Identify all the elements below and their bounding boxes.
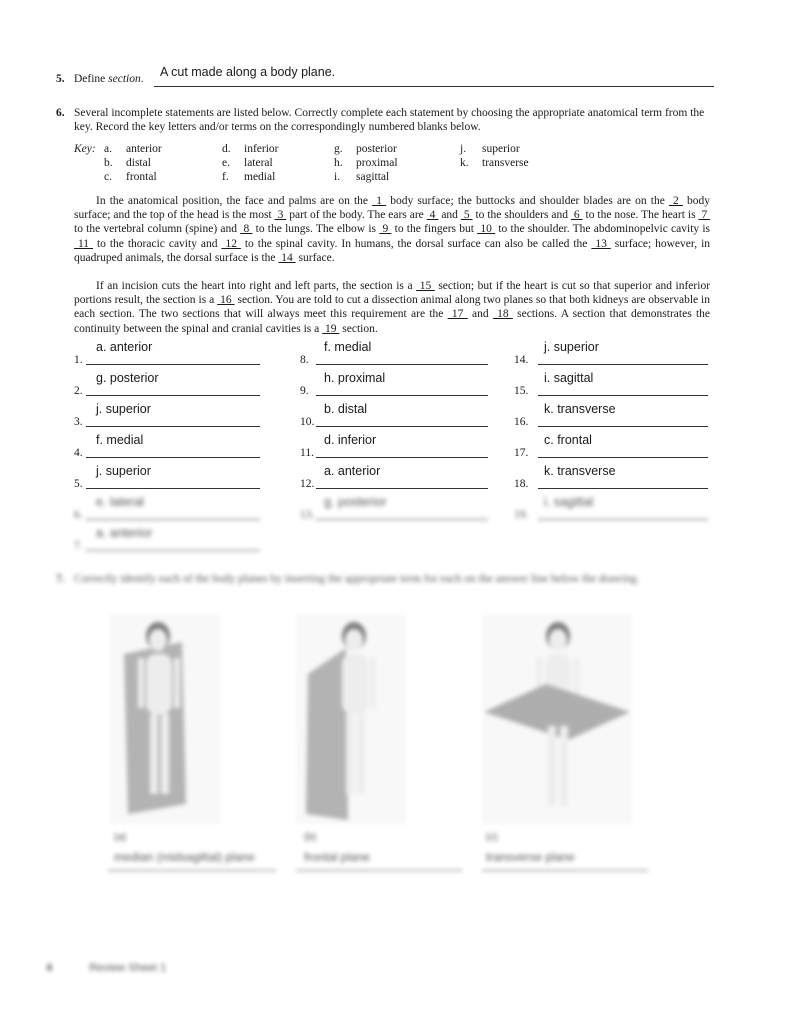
question-5-suffix: . (140, 73, 144, 85)
answer-row (514, 433, 708, 464)
answer-line (538, 457, 708, 458)
paragraph-text: sections. A section that demonstrates the continuity between the spinal and cranial cavities is a (74, 308, 711, 335)
answer-row (300, 371, 488, 402)
blank-number: 17 (447, 308, 468, 321)
figure-a-answer[interactable]: median (midsagittal) plane (114, 850, 255, 864)
left-leg (346, 714, 354, 794)
answer-number: 5. (74, 478, 83, 490)
answer-number: 10. (300, 416, 315, 428)
key-list (74, 142, 594, 186)
question-7-number: 7. (56, 573, 65, 585)
key-item: e. lateral (222, 157, 273, 169)
answer-value[interactable]: g. posterior (324, 495, 387, 509)
key-column-1 (104, 142, 162, 184)
answer-line (86, 550, 260, 551)
answer-row (300, 495, 488, 526)
blank-number: 1 (372, 195, 387, 207)
answer-row (74, 526, 260, 557)
key-item: j. superior (460, 143, 520, 155)
answer-value[interactable]: j. superior (96, 464, 151, 478)
answer-line (316, 519, 488, 520)
answer-value[interactable]: f. medial (324, 340, 372, 354)
answer-value[interactable]: f. medial (96, 433, 144, 447)
answer-number: 18. (514, 478, 529, 490)
answer-row (74, 433, 260, 464)
answer-row (74, 340, 260, 371)
left-arm (138, 658, 144, 708)
fill-in-paragraph-2 (74, 279, 710, 336)
figure-a-letter: (a) (114, 832, 127, 843)
answer-number: 17. (514, 447, 529, 459)
answer-row (514, 495, 708, 526)
answer-row (74, 495, 260, 526)
answer-number: 8. (300, 354, 309, 366)
head (345, 629, 363, 651)
paragraph-text: to the vertebral column (spine) and (74, 223, 241, 236)
answer-line (538, 519, 708, 520)
blank-number: 15 (416, 280, 435, 292)
frontal-plane-shape (306, 648, 348, 820)
question-5-term: section (108, 73, 141, 85)
answer-number: 4. (74, 447, 83, 459)
paragraph-text: to the spinal cavity. In humans, the dorsal surface can also be called the (240, 237, 592, 250)
answer-value[interactable]: a. anterior (324, 464, 381, 478)
blank-number: 7 (698, 209, 711, 222)
key-item: b. distal (104, 157, 151, 169)
figure-b-answer-line (296, 870, 462, 871)
key-column-4 (460, 142, 529, 170)
blank-number: 14 (278, 251, 296, 264)
paragraph-text: to the shoulder. The abdominopelvic cavity is (495, 223, 711, 236)
answer-number: 12. (300, 478, 315, 490)
answer-line (86, 426, 260, 427)
blank-number: 12 (221, 237, 241, 250)
right-leg (357, 714, 365, 794)
answer-value[interactable]: g. posterior (96, 371, 159, 385)
blank-number: 16 (217, 294, 235, 307)
answer-value[interactable]: i. sagittal (544, 495, 594, 509)
answer-number: 3. (74, 416, 83, 428)
figure-a-answer-line (108, 870, 276, 871)
answer-number: 9. (300, 385, 309, 397)
paragraph-text: surface. (295, 251, 335, 264)
answer-number: 13. (300, 509, 315, 521)
question-6-number: 6. (56, 107, 65, 119)
key-column-2 (222, 142, 278, 184)
answer-line (538, 426, 708, 427)
right-arm (174, 658, 180, 708)
answer-line (316, 364, 488, 365)
answer-line (316, 395, 488, 396)
answer-value[interactable]: k. transverse (544, 402, 616, 416)
key-label: Key: (74, 143, 96, 155)
right-arm (370, 658, 376, 708)
question-5 (56, 64, 716, 88)
paragraph-text: section; but if the heart is cut so that superior and inferior portions result, the section is a (74, 280, 711, 307)
paragraph-text: to the nose. The heart is (582, 209, 699, 222)
answer-row (300, 340, 488, 371)
blank-number: 2 (668, 195, 683, 207)
figure-c-letter: (c) (486, 832, 498, 843)
answer-value[interactable]: k. transverse (544, 464, 616, 478)
footer-title: Review Sheet 1 (89, 962, 167, 974)
paragraph-text: body surface; the buttocks and shoulder blades are on the (386, 195, 669, 207)
answer-number: 15. (514, 385, 529, 397)
answer-row (514, 371, 708, 402)
question-5-answer[interactable]: A cut made along a body plane. (160, 65, 336, 79)
paragraph-text: to the thoracic cavity and (93, 237, 222, 250)
question-5-number: 5. (56, 73, 65, 85)
blank-number: 9 (379, 223, 392, 236)
answer-row (300, 464, 488, 495)
answer-value[interactable]: h. proximal (324, 371, 386, 385)
answer-row (514, 402, 708, 433)
answer-line (86, 457, 260, 458)
key-item: h. proximal (334, 157, 398, 169)
answer-line (538, 395, 708, 396)
head (149, 629, 167, 651)
answer-number: 1. (74, 354, 83, 366)
answer-value[interactable]: b. distal (324, 402, 368, 416)
answer-number: 11. (300, 447, 314, 459)
answer-number: 19. (514, 509, 529, 521)
right-leg (560, 726, 568, 806)
answer-row (514, 464, 708, 495)
blank-number: 13 (591, 237, 611, 250)
answer-grid (74, 340, 714, 555)
paragraph-text: part of the body. The ears are (286, 209, 427, 222)
paragraph-text: section. (339, 322, 378, 335)
paragraph-text: to the shoulders and (472, 209, 571, 222)
right-leg (161, 714, 169, 794)
key-item: k. transverse (460, 157, 529, 169)
paragraph-text: In the anatomical position, the face and palms are on the (96, 195, 373, 207)
answer-line (86, 364, 260, 365)
answer-row (74, 371, 260, 402)
question-5-prompt (74, 72, 144, 86)
answer-value[interactable]: j. superior (96, 402, 151, 416)
figure-c-answer[interactable]: transverse plane (486, 850, 575, 864)
answer-line (538, 364, 708, 365)
figure-b-letter: (b) (304, 832, 317, 843)
paragraph-text: If an incision cuts the heart into right and left parts, the section is a (96, 280, 417, 292)
blank-number: 10 (477, 223, 496, 236)
answer-row (300, 433, 488, 464)
answer-line (316, 488, 488, 489)
transverse-plane-figure (482, 614, 632, 824)
key-item: d. inferior (222, 143, 279, 155)
answer-value[interactable]: d. inferior (324, 433, 377, 447)
key-column-3 (334, 142, 398, 184)
page-footer (46, 962, 166, 975)
blank-number: 4 (426, 209, 439, 222)
blank-number: 19 (322, 322, 340, 335)
figure-b-answer[interactable]: frontal plane (304, 850, 371, 864)
paragraph-text: section. You are told to cut a dissection animal along two planes so that both kidneys are observable in each section. The two sections that will always meet this requirement are the (74, 294, 710, 321)
paragraph-text: and (467, 308, 493, 321)
frontal-plane-figure (296, 614, 406, 824)
fill-in-paragraph-1 (74, 194, 710, 265)
key-item: a. anterior (104, 143, 162, 155)
torso (342, 654, 368, 714)
blank-number: 18 (492, 308, 513, 321)
answer-row (74, 402, 260, 433)
answer-row (74, 464, 260, 495)
answer-line (86, 519, 260, 520)
key-item: i. sagittal (334, 171, 390, 183)
key-item: g. posterior (334, 143, 397, 155)
answer-number: 2. (74, 385, 83, 397)
answer-line (86, 488, 260, 489)
figure-c-answer-line (482, 870, 648, 871)
answer-number: 7. (74, 540, 83, 552)
median-plane-figure (110, 614, 220, 824)
paragraph-text: and (438, 209, 461, 222)
answer-line (316, 426, 488, 427)
answer-row (514, 340, 708, 371)
left-leg (548, 726, 556, 806)
answer-line (538, 488, 708, 489)
answer-number: 6. (74, 509, 83, 521)
answer-value[interactable]: j. superior (544, 340, 599, 354)
paragraph-text: to the fingers but (391, 223, 478, 236)
question-5-prefix: Define (74, 73, 109, 85)
answer-number: 14. (514, 354, 529, 366)
question-6-instructions: Several incomplete statements are listed below. Correctly complete each statement by choosing the appropriate anatomical term from the key. Record the key letters and/or terms on the correspondingly numbered blanks below. (74, 107, 705, 134)
paragraph-text: surface; however, in quadruped animals, the dorsal surface is the (74, 237, 711, 264)
paragraph-text: to the lungs. The elbow is (252, 223, 380, 236)
paragraph-text: body surface; and the top of the head is the most (74, 195, 711, 222)
blank-number: 11 (74, 237, 93, 250)
answer-number: 16. (514, 416, 529, 428)
answer-row (300, 402, 488, 433)
answer-line (316, 457, 488, 458)
page-number: 4 (46, 962, 53, 974)
answer-value[interactable]: a. anterior (96, 340, 153, 354)
answer-line (154, 86, 714, 87)
answer-value[interactable]: a. anterior (96, 526, 153, 540)
key-item: c. frontal (104, 171, 157, 183)
key-item: f. medial (222, 171, 276, 183)
question-7-instructions: Correctly identify each of the body planes by inserting the appropriate term for each on the answer line below the drawing. (74, 573, 640, 585)
answer-value[interactable]: i. sagittal (544, 371, 594, 385)
answer-value[interactable]: e. lateral (96, 495, 144, 509)
answer-value[interactable]: c. frontal (544, 433, 592, 447)
left-leg (150, 714, 158, 794)
blank-number: 3 (274, 209, 287, 222)
blank-number: 8 (240, 223, 253, 236)
torso (146, 654, 172, 714)
blank-number: 6 (570, 209, 583, 222)
head (549, 629, 567, 651)
blank-number: 5 (460, 209, 473, 222)
answer-line (86, 395, 260, 396)
